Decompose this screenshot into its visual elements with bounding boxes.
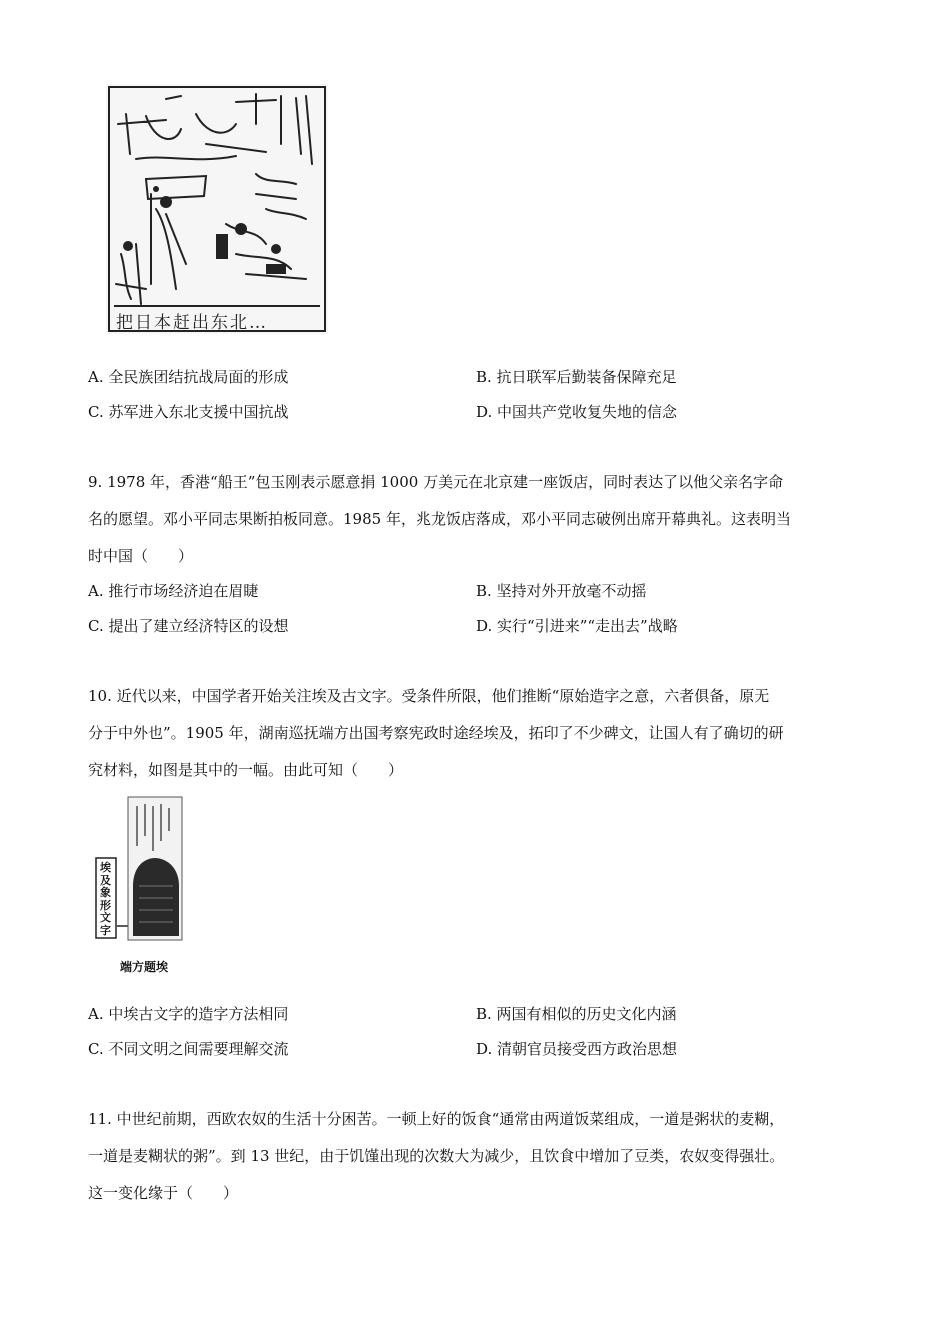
q10-stem-line-2: 分于中外也”。1905 年，湖南巡抚端方出国考察宪政时途经埃及，拓印了不少碑文，让国人有了确切的研 [88, 724, 784, 742]
woodcut-caption: 把日本赶出东北… [116, 313, 268, 333]
q8-option-c: C. 苏军进入东北支援中国抗战 [88, 403, 289, 421]
figure-side-label: 埃及象形文字 [100, 861, 111, 937]
q9-option-d: D. 实行“引进来”“走出去”战略 [476, 617, 678, 635]
q9-option-c: C. 提出了建立经济特区的设想 [88, 617, 289, 635]
q10-option-d: D. 清朝官员接受西方政治思想 [476, 1040, 678, 1058]
q10-stem-line-1: 10. 近代以来，中国学者开始关注埃及古文字。受条件所限，他们推断“原始造字之意，六者俱备，原无 [88, 687, 770, 705]
q10-stem-line-3: 究材料，如图是其中的一幅。由此可知（ ） [88, 761, 404, 779]
q10-option-a: A. 中埃古文字的造字方法相同 [88, 1005, 289, 1023]
woodcut-illustration [106, 84, 328, 334]
q8-option-b: B. 抗日联军后勤装备保障充足 [476, 368, 677, 386]
q11-stem-line-3: 这一变化缘于（ ） [88, 1184, 239, 1202]
q11-stem-line-1: 11. 中世纪前期，西欧农奴的生活十分困苦。一顿上好的饭食“通常由两道饭菜组成，一道是粥状的麦糊， [88, 1110, 785, 1128]
q10-option-b: B. 两国有相似的历史文化内涵 [476, 1005, 677, 1023]
stele-rubbing-figure [95, 796, 185, 941]
figure-caption: 端方题埃 [120, 960, 169, 974]
q8-option-a: A. 全民族团结抗战局面的形成 [88, 368, 289, 386]
q9-stem-line-3: 时中国（ ） [88, 547, 194, 565]
q9-option-b: B. 坚持对外开放毫不动摇 [476, 582, 647, 600]
q10-option-c: C. 不同文明之间需要理解交流 [88, 1040, 289, 1058]
q11-stem-line-2: 一道是麦糊状的粥”。到 13 世纪，由于饥馑出现的次数大为减少，且饮食中增加了豆类，农奴变得强壮。 [88, 1147, 785, 1165]
q8-option-d: D. 中国共产党收复失地的信念 [476, 403, 678, 421]
q9-stem-line-1: 9. 1978 年，香港“船王”包玉刚表示愿意捐 1000 万美元在北京建一座饭店，同时表达了以他父亲名字命 [88, 473, 784, 491]
q9-stem-line-2: 名的愿望。邓小平同志果断拍板同意。1985 年，兆龙饭店落成，邓小平同志破例出席开幕典礼。这表明当 [88, 510, 791, 528]
q9-option-a: A. 推行市场经济迫在眉睫 [88, 582, 259, 600]
